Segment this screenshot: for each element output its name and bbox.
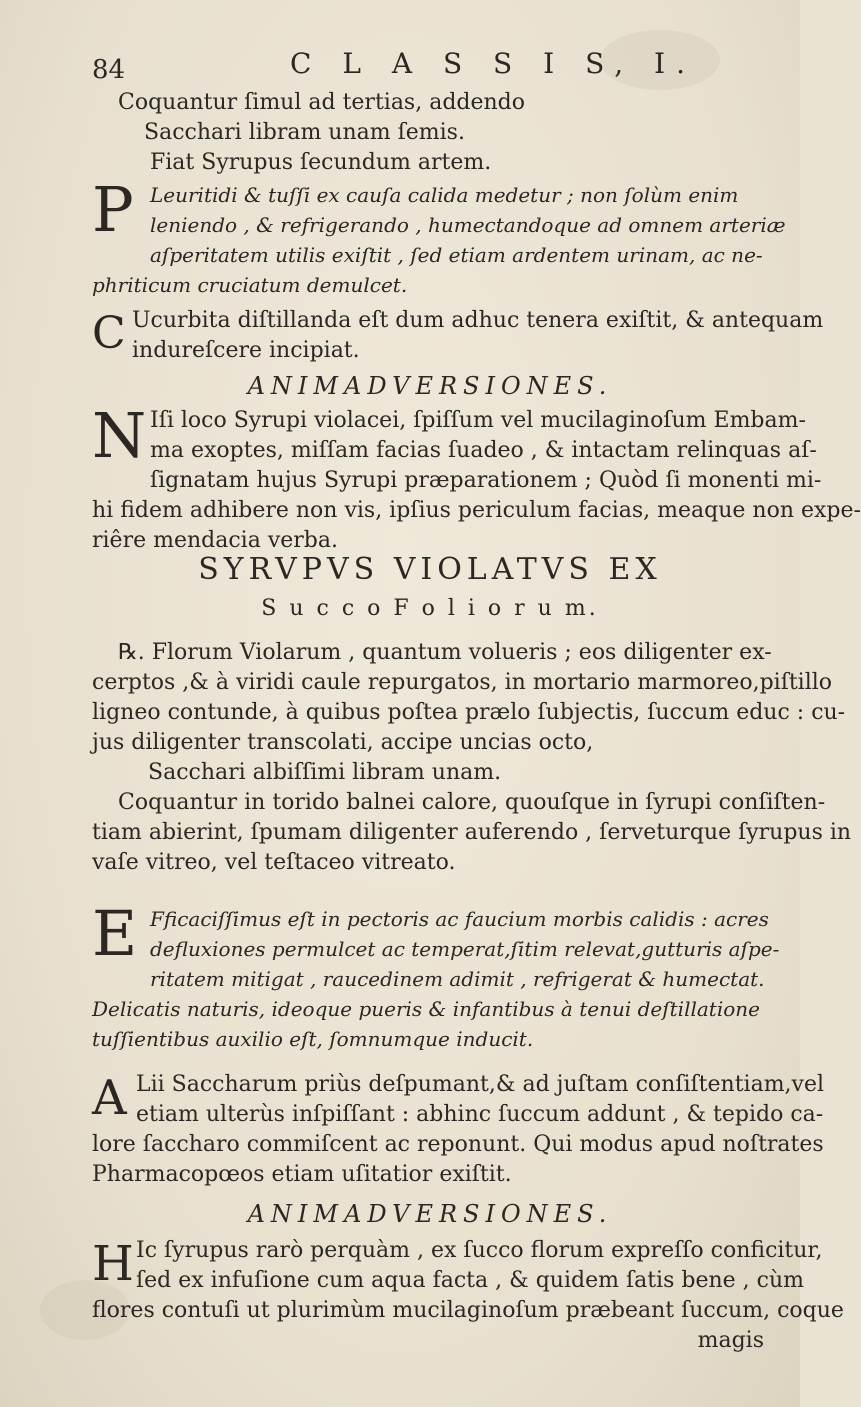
text-line: ligneo contunde, à quibus poſtea prælo ſubjectis, ſuccum educ : cu- (92, 700, 846, 725)
text-line: Sacchari libram unam ſemis. (144, 120, 465, 145)
paragraph-virtues (92, 173, 786, 300)
drop-cap: A (92, 1070, 127, 1126)
text-line: Ucurbita diſtillanda eſt dum adhuc tenera exiſtit, & antequam (132, 308, 824, 333)
recipe-ending (118, 88, 768, 178)
text-line: cerptos ,& à viridi caule repurgatos, in mortario marmoreo,piſtillo (92, 670, 833, 695)
text-line: tuſſientibus auxilio eſt, ſomnumque inducit. (92, 1027, 534, 1051)
section-heading: ANIMADVERSIONES. (247, 372, 613, 400)
text-line: Sacchari albiſſimi libram unam. (148, 760, 502, 785)
text-line: aſperitatem utilis exiſtit , ſed etiam ardentem urinam, ac ne- (150, 243, 763, 267)
text-line: Pharmacopœos etiam uſitatior exiſtit. (92, 1162, 512, 1187)
text-line: Coquantur in torido balnei calore, quouſque in ſyrupi conſiſten- (118, 790, 826, 815)
recipe-title: SYRVPVS VIOLATVS EX (198, 552, 662, 587)
drop-cap: N (92, 399, 147, 472)
text-line: flores contuſi ut plurimùm mucilaginoſum præbeant ſuccum, coque (92, 1298, 844, 1323)
drop-cap: E (92, 897, 138, 970)
text-line: indureſcere incipiat. (132, 338, 360, 363)
text-line: Iſi loco Syrupi violacei, ſpiſſum vel mucilaginoſum Embam- (150, 408, 806, 433)
text-line: Delicatis naturis, ideoque pueris & infantibus à tenui deſtillatione (92, 997, 760, 1021)
text-line: ℞. Florum Violarum , quantum volueris ; eos diligenter ex- (118, 640, 772, 665)
paragraph-efficacy (92, 897, 780, 1054)
text-line: lore ſaccharo commiſcent ac reponunt. Qui modus apud noſtrates (92, 1132, 824, 1157)
drop-cap: C (92, 308, 126, 359)
text-line: Fficaciſſimus eſt in pectoris ac faucium morbis calidis : acres (150, 907, 769, 931)
text-line: Lii Saccharum priùs deſpumant,& ad juſtam conſiſtentiam,vel (136, 1072, 825, 1097)
text-line: leniendo , & refrigerando , humectandoque ad omnem arteriæ (150, 213, 786, 237)
drop-cap: P (92, 173, 134, 246)
text-line: Coquantur ſimul ad tertias, addendo (118, 90, 526, 115)
text-line: jus diligenter transcolati, accipe uncias octo, (92, 730, 594, 755)
text-line: vaſe vitreo, vel teſtaceo vitreato. (92, 850, 456, 875)
paragraph-animadversion-2 (92, 1236, 844, 1356)
text-line: tiam abierint, ſpumam diligenter auferendo , ſerveturque ſyrupus in (92, 820, 852, 845)
paragraph-animadversion-1 (92, 399, 861, 556)
drop-cap: H (92, 1236, 134, 1292)
text-line: phriticum cruciatum demulcet. (92, 273, 408, 297)
text-line: Fiat Syrupus ſecundum artem. (150, 150, 492, 175)
text-line: ſed ex infuſione cum aqua facta , & quidem ſatis bene , cùm (136, 1268, 804, 1293)
text-line: defluxiones permulcet ac temperat,ſitim relevat,gutturis aſpe- (150, 937, 780, 961)
page-number: 84 (92, 55, 126, 85)
text-line: etiam ulterùs inſpiſſant : abhinc ſuccum addunt , & tepido ca- (136, 1102, 824, 1127)
text-line: ma exoptes, miſſam facias ſuadeo , & intactam relinquas aſ- (150, 438, 817, 463)
text-line: ſignatam hujus Syrupi præparationem ; Quòd ſi monenti mi- (150, 468, 822, 493)
paragraph-cucurbita (92, 306, 824, 366)
running-head: C L A S S I S, I. (290, 47, 697, 80)
catchword: magis (697, 1328, 764, 1353)
text-line: hi fidem adhibere non vis, ipſius periculum facias, meaque non expe- (92, 498, 861, 523)
text-line: riêre mendacia verba. (92, 528, 338, 553)
recipe-body (92, 638, 852, 878)
paragraph-alii (92, 1070, 825, 1190)
text-line: ritatem mitigat , raucedinem adimit , refrigerat & humectat. (150, 967, 765, 991)
recipe-subtitle: S u c c o F o l i o r u m. (261, 596, 599, 621)
text-line: Leuritidi & tuſſi ex cauſa calida medetur ; non ſolùm enim (150, 183, 739, 207)
text-line: Ic ſyrupus rarò perquàm , ex ſucco florum expreſſo conficitur, (136, 1238, 823, 1263)
section-heading: ANIMADVERSIONES. (247, 1200, 613, 1228)
